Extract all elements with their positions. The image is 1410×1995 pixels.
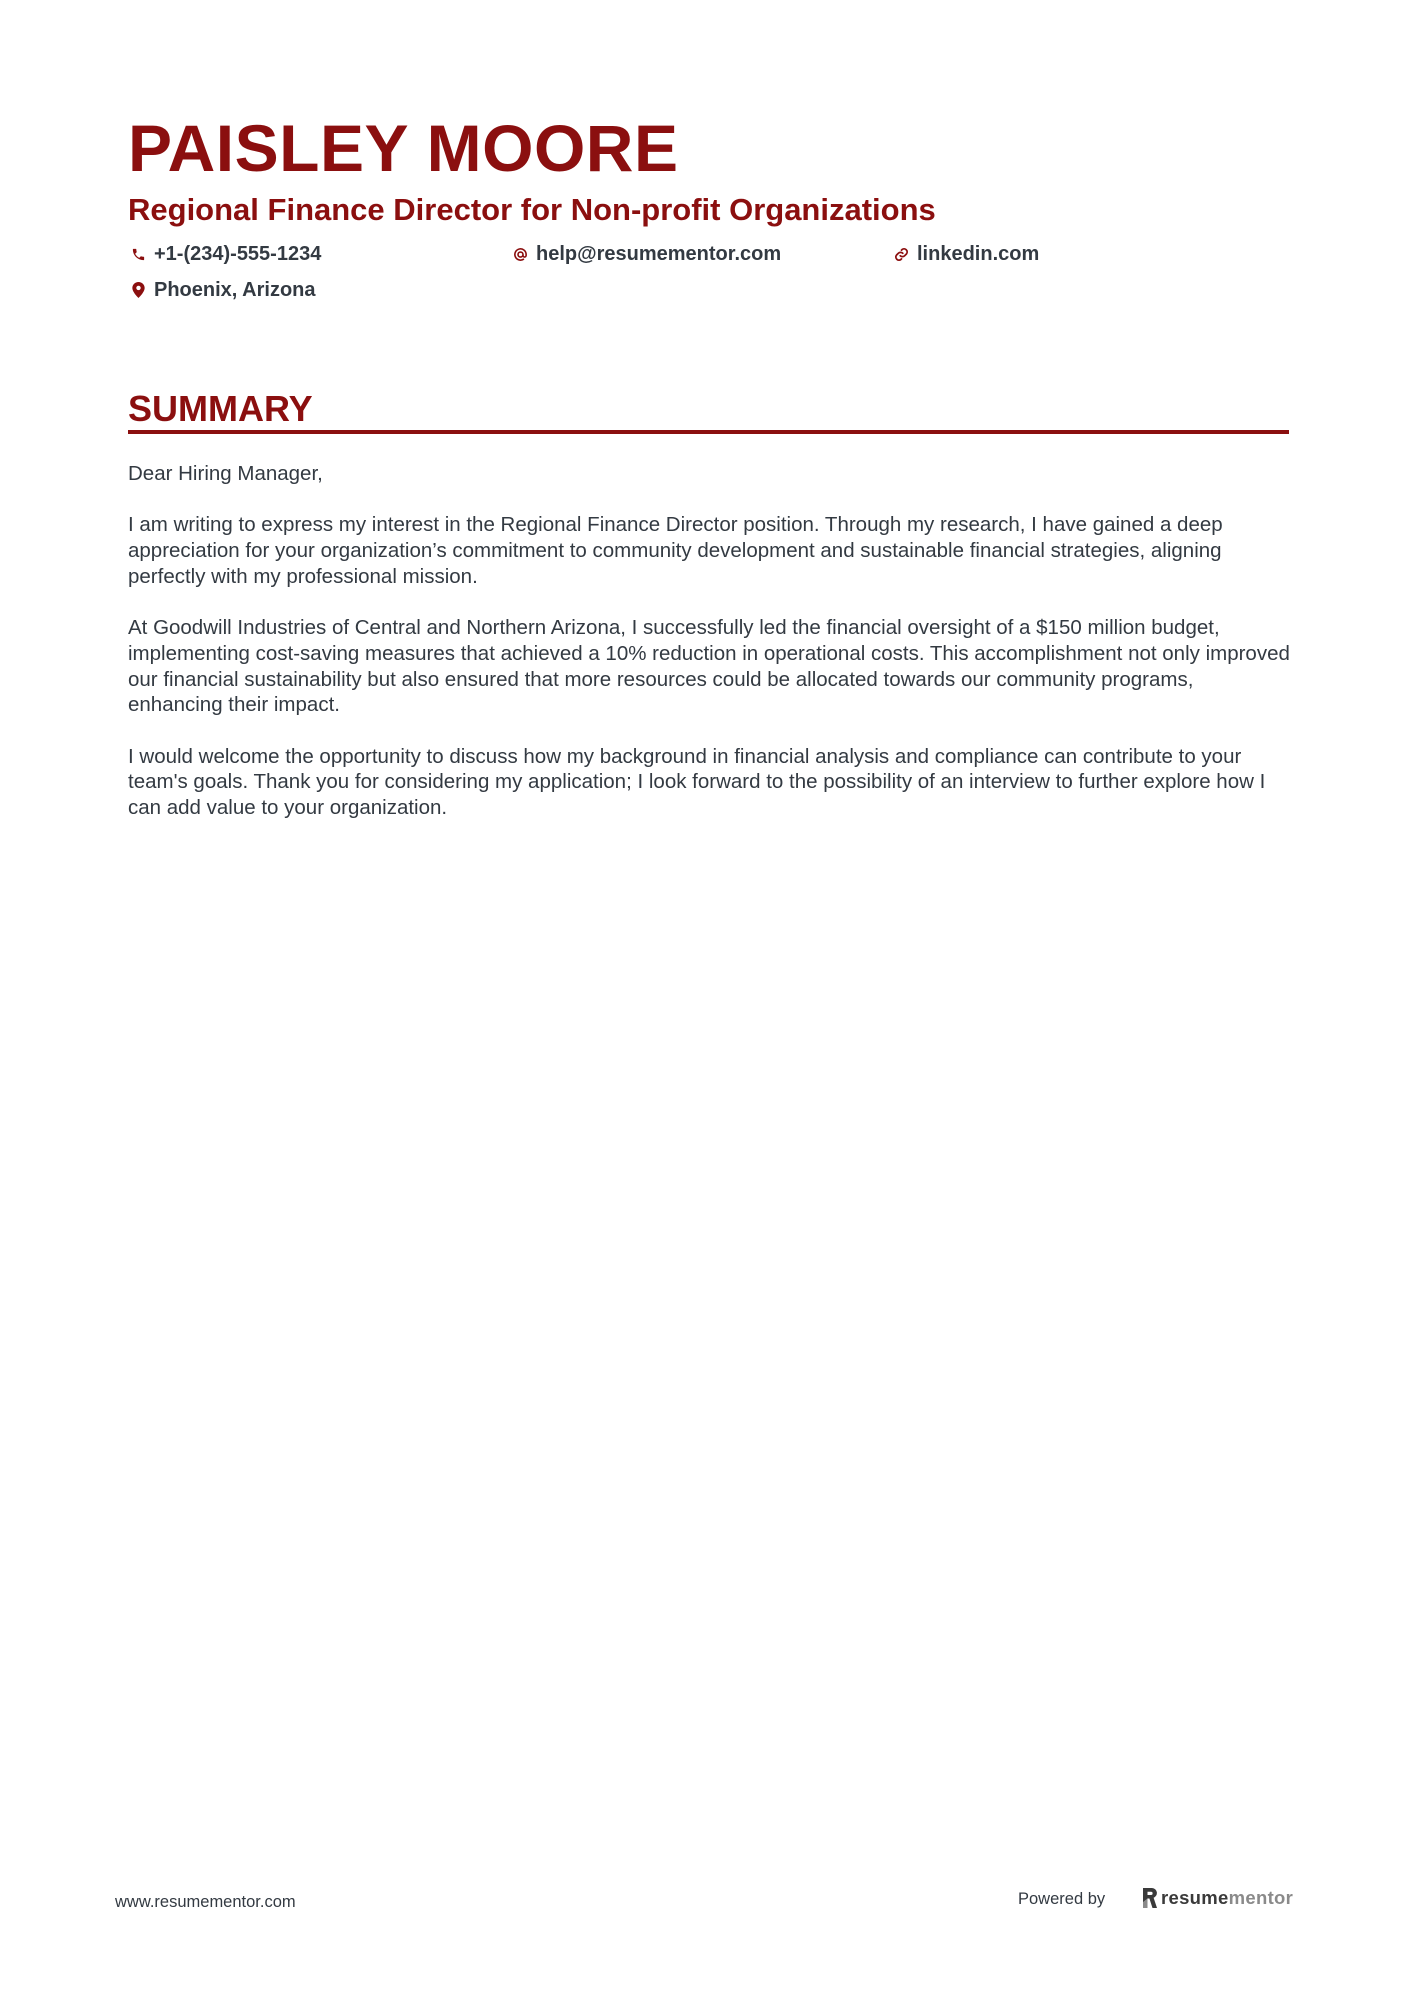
salutation: Dear Hiring Manager, xyxy=(128,462,323,485)
contact-email xyxy=(512,240,781,268)
letter-paragraph: I would welcome the opportunity to discuss how my background in financial analysis and compliance can contribute to your team's goals. Thank you for considering my application; I look forward to the possibility of an interview to further explore how I can add value to your organization. xyxy=(128,744,1266,820)
email-text[interactable]: help@resumementor.com xyxy=(536,242,782,265)
job-title: Regional Finance Director for Non-profit Organizations xyxy=(128,192,936,227)
contact-linkedin xyxy=(893,240,1039,268)
letter-paragraph: At Goodwill Industries of Central and Northern Arizona, I successfully led the financial oversight of a $150 million budget, implementing cost-saving measures that achieved a 10% reduction in operational costs. This accomplishment not only improved our financial sustainability but also ensured that more resources could be allocated towards our community programs, enhancing their impact. xyxy=(128,616,1290,717)
map-pin-icon xyxy=(130,282,146,298)
resumementor-logo-icon xyxy=(1141,1888,1157,1908)
resumementor-logo[interactable] xyxy=(1141,1885,1293,1911)
at-icon xyxy=(512,246,528,262)
contact-phone xyxy=(130,240,321,268)
powered-by-text: Powered by xyxy=(1018,1890,1106,1908)
contact-location xyxy=(130,276,316,304)
linkedin-text[interactable]: linkedin.com xyxy=(917,242,1040,265)
footer-url[interactable]: www.resumementor.com xyxy=(115,1893,296,1911)
brand-wordmark-part1: resume xyxy=(1161,1887,1229,1908)
section-title-summary: SUMMARY xyxy=(128,388,313,429)
candidate-name: PAISLEY MOORE xyxy=(128,111,679,185)
cover-letter-body xyxy=(128,461,1293,846)
section-divider xyxy=(128,430,1289,434)
phone-text[interactable]: +1-(234)-555-1234 xyxy=(154,242,322,265)
location-text: Phoenix, Arizona xyxy=(154,278,316,301)
letter-paragraph: I am writing to express my interest in the Regional Finance Director position. Through my research, I have gained a deep appreciation for your organization’s commitment to community development and sustainable financial strategies, aligning perfectly with my professional mission. xyxy=(128,513,1223,588)
link-icon xyxy=(893,246,909,262)
brand-wordmark xyxy=(1161,1887,1293,1909)
phone-icon xyxy=(130,246,146,262)
brand-wordmark-part2: mentor xyxy=(1228,1887,1294,1908)
